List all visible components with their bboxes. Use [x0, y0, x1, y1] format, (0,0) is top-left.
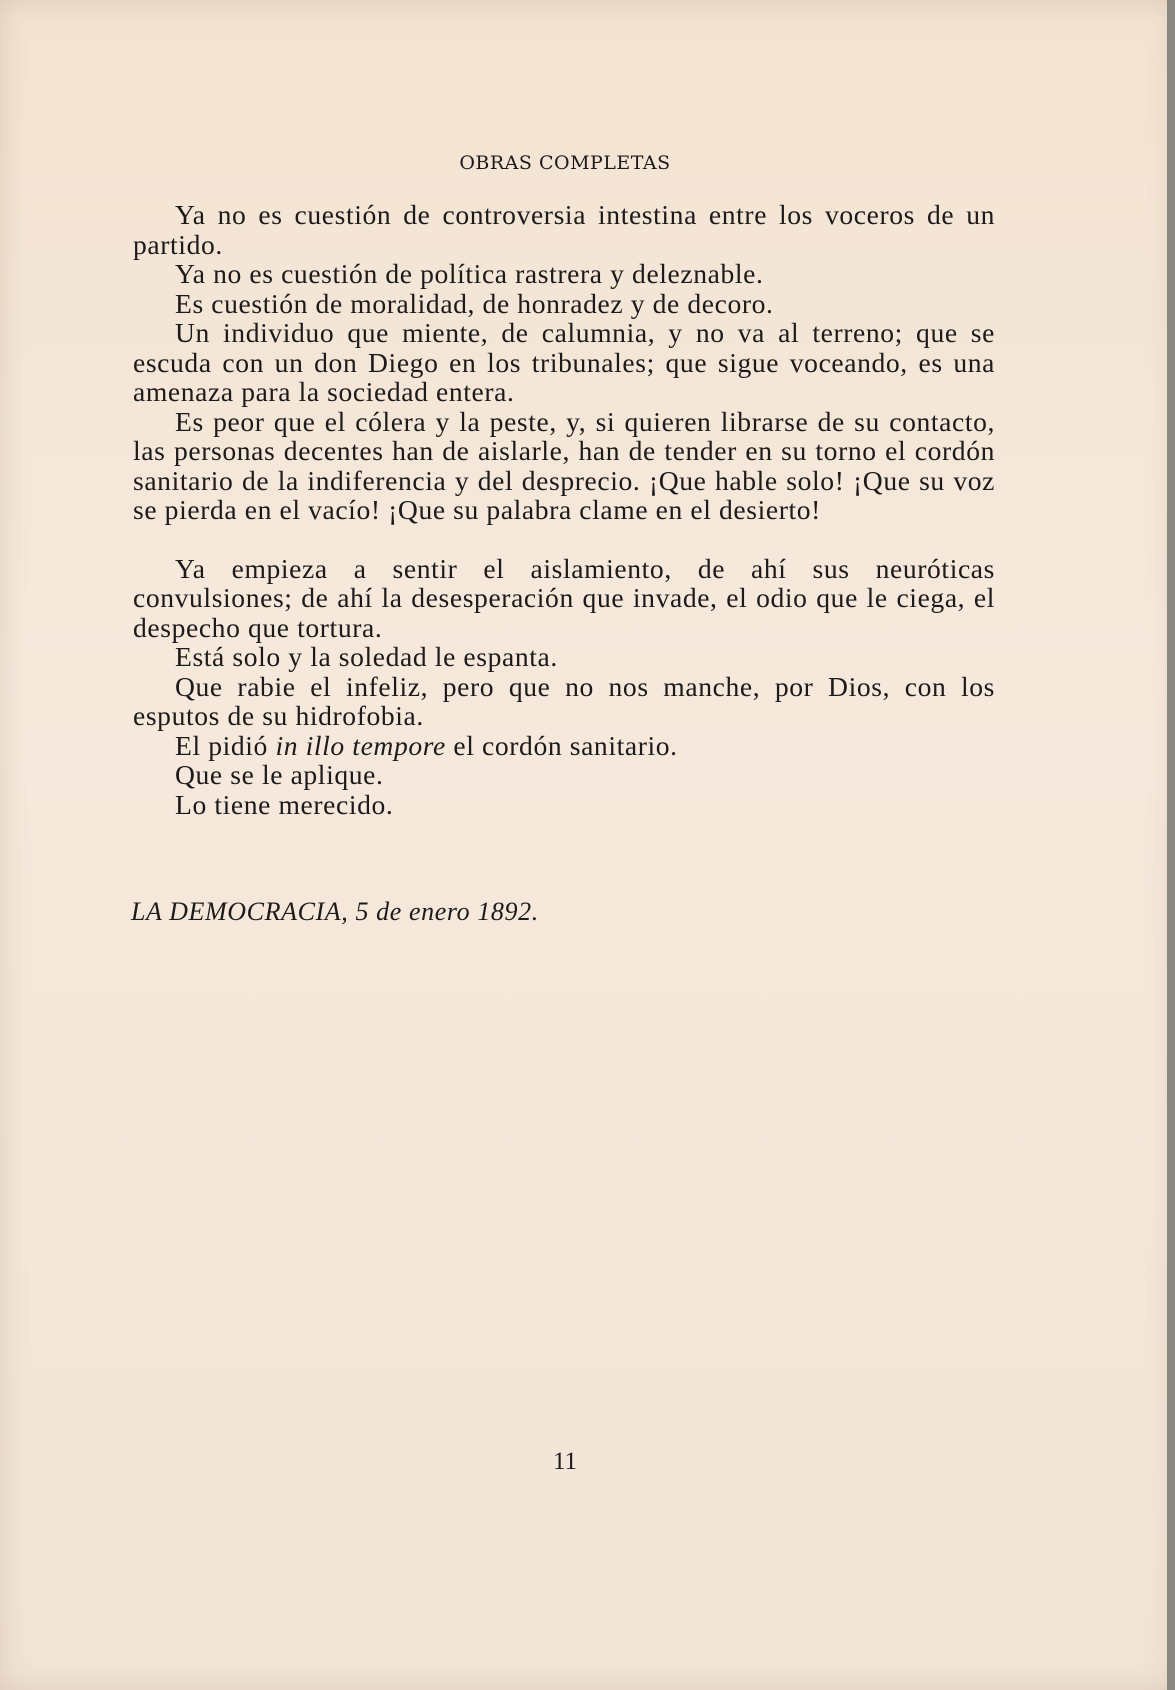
- paragraph-gap: [133, 525, 995, 554]
- paragraph: Un individuo que miente, de calumnia, y no va al terreno; que se escuda con un don Diego en los tribunales; que sigue voceando, es una amenaza para la sociedad entera.: [133, 317, 995, 407]
- paragraph: Ya empieza a sentir el aislamiento, de ahí sus neuróticas convulsiones; de ahí la desesperación que invade, el odio que le ciega, el despecho que tortura.: [133, 552, 995, 643]
- page-number: 11: [552, 1448, 578, 1475]
- paragraph: Lo tiene merecido.: [175, 788, 394, 820]
- source-signoff: LA DEMOCRACIA, 5 de enero 1892.: [131, 897, 539, 926]
- paragraph: Ya no es cuestión de controversia intestina entre los voceros de un partido.: [133, 199, 995, 260]
- pidio-text-before: El pidió: [175, 729, 276, 761]
- paragraph: Es cuestión de moralidad, de honradez y de decoro.: [175, 287, 774, 319]
- latin-phrase: in illo tempore: [275, 729, 446, 761]
- paragraph: Es peor que el cólera y la peste, y, si quieren librarse de su contacto, las personas decentes han de aislarle, han de tender en su torno el cordón sanitario de la indiferencia y del desprecio. ¡Que hable solo! ¡Que su voz se pierda en el vacío! ¡Que su palabra clame en el desierto!: [133, 405, 995, 525]
- scan-edge: [1167, 0, 1175, 1690]
- running-title: OBRAS COMPLETAS: [459, 152, 671, 174]
- article-body: [133, 200, 995, 819]
- paragraph-pidio: [133, 731, 995, 761]
- paragraph: Que rabie el infeliz, pero que no nos manche, por Dios, con los esputos de su hidrofobia.: [133, 670, 995, 731]
- paragraph: Está solo y la soledad le espanta.: [175, 641, 558, 672]
- paragraph: Ya no es cuestión de política rastrera y deleznable.: [175, 258, 764, 289]
- pidio-text-after: el cordón sanitario.: [445, 729, 678, 761]
- paragraph: Que se le aplique.: [175, 759, 384, 790]
